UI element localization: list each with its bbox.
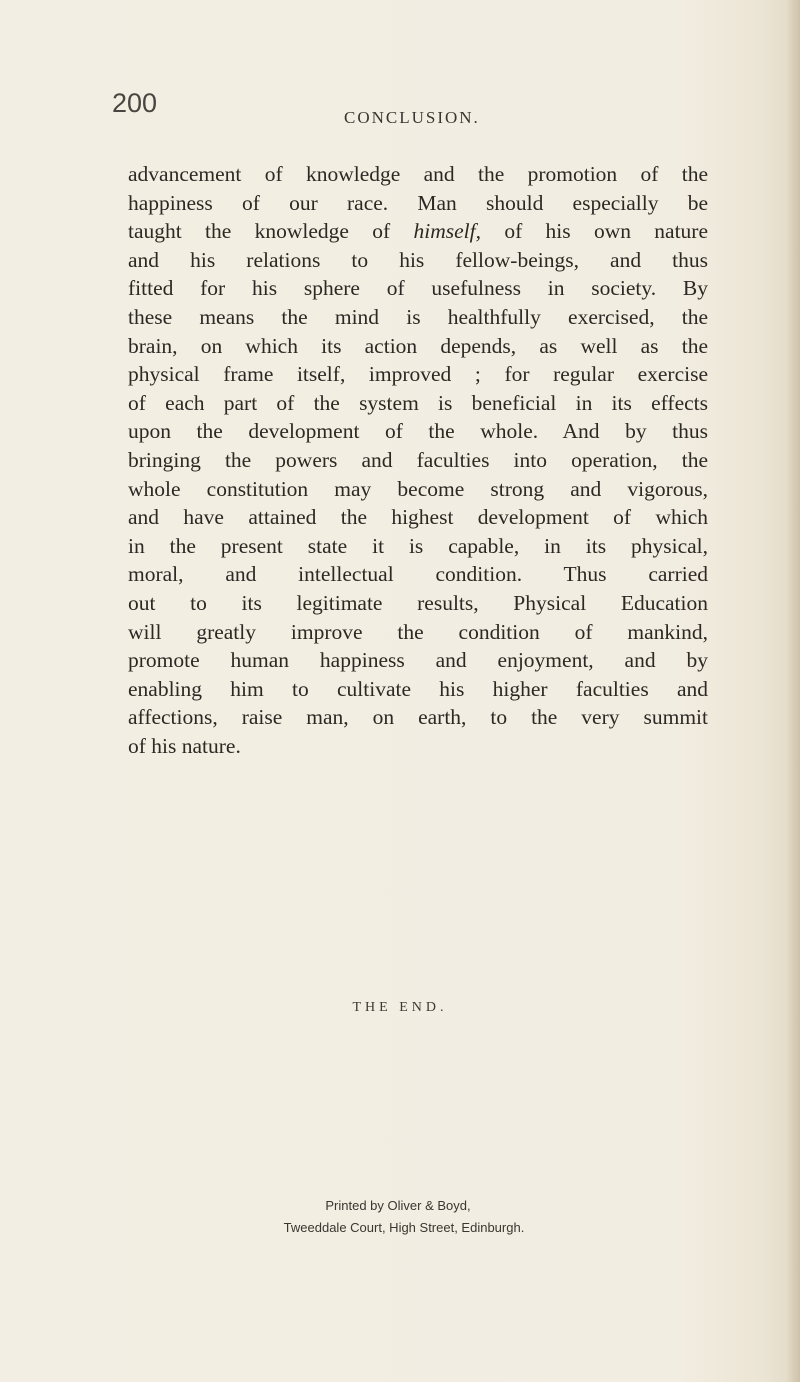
- text-fragment: of his own nature: [481, 219, 708, 244]
- text-line: fitted for his sphere of usefulness in society. By: [128, 276, 708, 301]
- text-line: bringing the powers and faculties into operation, the: [128, 447, 708, 472]
- text-line: promote human happiness and enjoyment, and by: [128, 648, 708, 673]
- text-line: advancement of knowledge and the promotion of the: [128, 162, 708, 186]
- text-line: in the present state it is capable, in its physical,: [128, 533, 708, 558]
- text-line: and have attained the highest development of which: [128, 505, 708, 530]
- text-line: affections, raise man, on earth, to the very summit: [128, 705, 708, 730]
- the-end-heading: THE END.: [352, 1000, 448, 1015]
- printer-imprint-line: Printed by Oliver & Boyd,: [325, 1198, 471, 1213]
- text-line: happiness of our race. Man should especially be: [128, 190, 708, 215]
- text-line: enabling him to cultivate his higher faculties and: [128, 676, 708, 701]
- text-line: out to its legitimate results, Physical Education: [128, 590, 708, 615]
- text-fragment: taught the knowledge of: [128, 219, 414, 244]
- text-line: whole constitution may become strong and vigorous,: [128, 476, 708, 501]
- text-line: [128, 217, 708, 246]
- italic-emphasis: himself,: [413, 219, 481, 244]
- text-line: moral, and intellectual condition. Thus carried: [128, 562, 708, 587]
- text-line: and his relations to his fellow-beings, and thus: [128, 247, 708, 272]
- text-line: physical frame itself, improved ; for regular exercise: [128, 362, 708, 387]
- running-head: CONCLUSION.: [344, 108, 480, 127]
- text-line: upon the development of the whole. And by thus: [128, 419, 708, 444]
- text-line: of his nature.: [128, 733, 241, 758]
- text-line: of each part of the system is beneficial in its effects: [128, 390, 708, 415]
- printer-address-line: Tweeddale Court, High Street, Edinburgh.: [283, 1220, 525, 1235]
- text-line: brain, on which its action depends, as well as the: [128, 333, 708, 358]
- body-paragraph: [128, 160, 708, 760]
- page-number: 200: [112, 88, 158, 118]
- page-edge-shadow: [786, 0, 800, 1382]
- text-line: these means the mind is healthfully exercised, the: [128, 304, 708, 329]
- text-line: will greatly improve the condition of mankind,: [128, 619, 708, 644]
